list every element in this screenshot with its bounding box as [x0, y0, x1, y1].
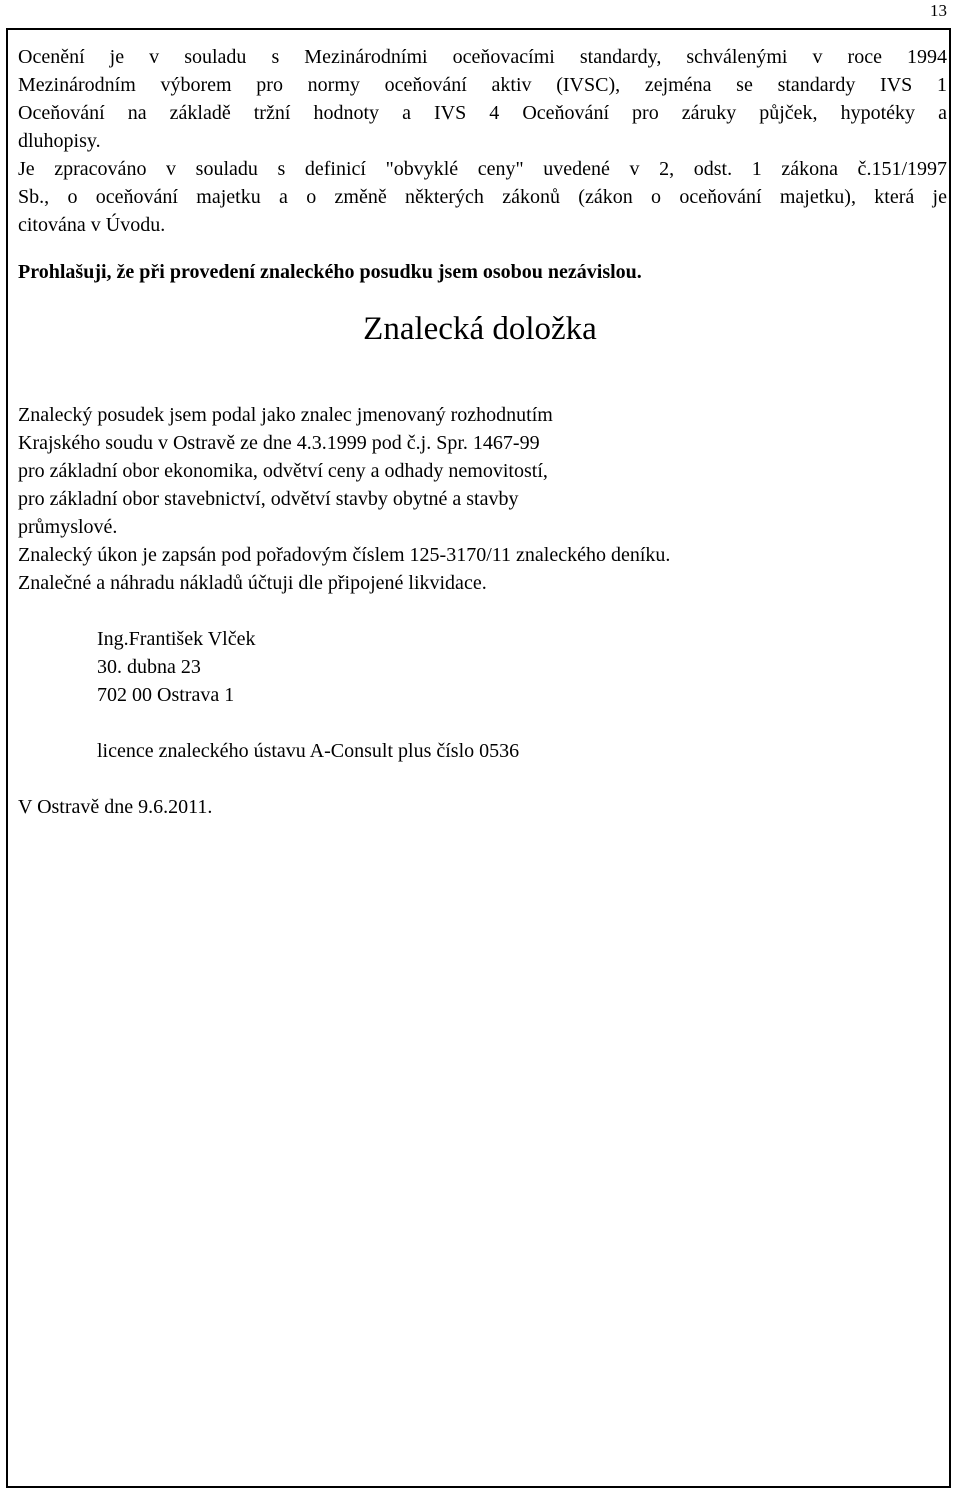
place-and-date: V Ostravě dne 9.6.2011. — [18, 796, 213, 818]
clause-line: pro základní obor ekonomika, odvětví ceny a odhady nemovitostí, — [18, 460, 548, 482]
clause-line: Znalečné a náhradu nákladů účtuji dle připojené likvidace. — [18, 572, 487, 594]
clause-line: Znalecký posudek jsem podal jako znalec jmenovaný rozhodnutím — [18, 404, 553, 426]
intro-line: Mezinárodním výborem pro normy oceňování aktiv (IVSC), zejména se standardy IVS 1 — [18, 74, 947, 96]
page-number: 13 — [930, 1, 947, 20]
clause-line: Znalecký úkon je zapsán pod pořadovým číslem 125-3170/11 znaleckého deníku. — [18, 544, 671, 566]
clause-line: Krajského soudu v Ostravě ze dne 4.3.1999 pod č.j. Spr. 1467-99 — [18, 432, 540, 454]
intro-paragraph — [18, 43, 948, 155]
intro-line: Ocenění je v souladu s Mezinárodními oceňovacími standardy, schválenými v roce 1994 — [18, 46, 947, 68]
definition-line: Je zpracováno v souladu s definicí "obvyklé ceny" uvedené v 2, odst. 1 zákona č.151/1997 — [18, 158, 947, 180]
clause-line: průmyslové. — [18, 516, 118, 538]
definition-line: Sb., o oceňování majetku a o změně některých zákonů (zákon o oceňování majetku), která je — [18, 186, 947, 208]
document-body — [18, 43, 948, 821]
intro-line: dluhopisy. — [18, 130, 101, 152]
expert-name: Ing.František Vlček — [97, 628, 256, 650]
expert-street: 30. dubna 23 — [97, 656, 201, 678]
definition-paragraph — [18, 155, 948, 239]
clause-line: pro základní obor stavebnictví, odvětví stavby obytné a stavby — [18, 488, 519, 510]
license-text: licence znaleckého ústavu A-Consult plus číslo 0536 — [97, 740, 520, 762]
expert-address-block — [97, 625, 948, 709]
expert-clause-heading: Znalecká doložka — [363, 311, 597, 347]
expert-clause-text — [18, 401, 948, 597]
expert-city: 702 00 Ostrava 1 — [97, 684, 235, 706]
definition-line: citována v Úvodu. — [18, 214, 166, 236]
independence-declaration: Prohlašuji, že při provedení znaleckého posudku jsem osobou nezávislou. — [18, 261, 642, 283]
intro-line: Oceňování na základě tržní hodnoty a IVS 4 Oceňování pro záruky půjček, hypotéky a — [18, 102, 947, 124]
